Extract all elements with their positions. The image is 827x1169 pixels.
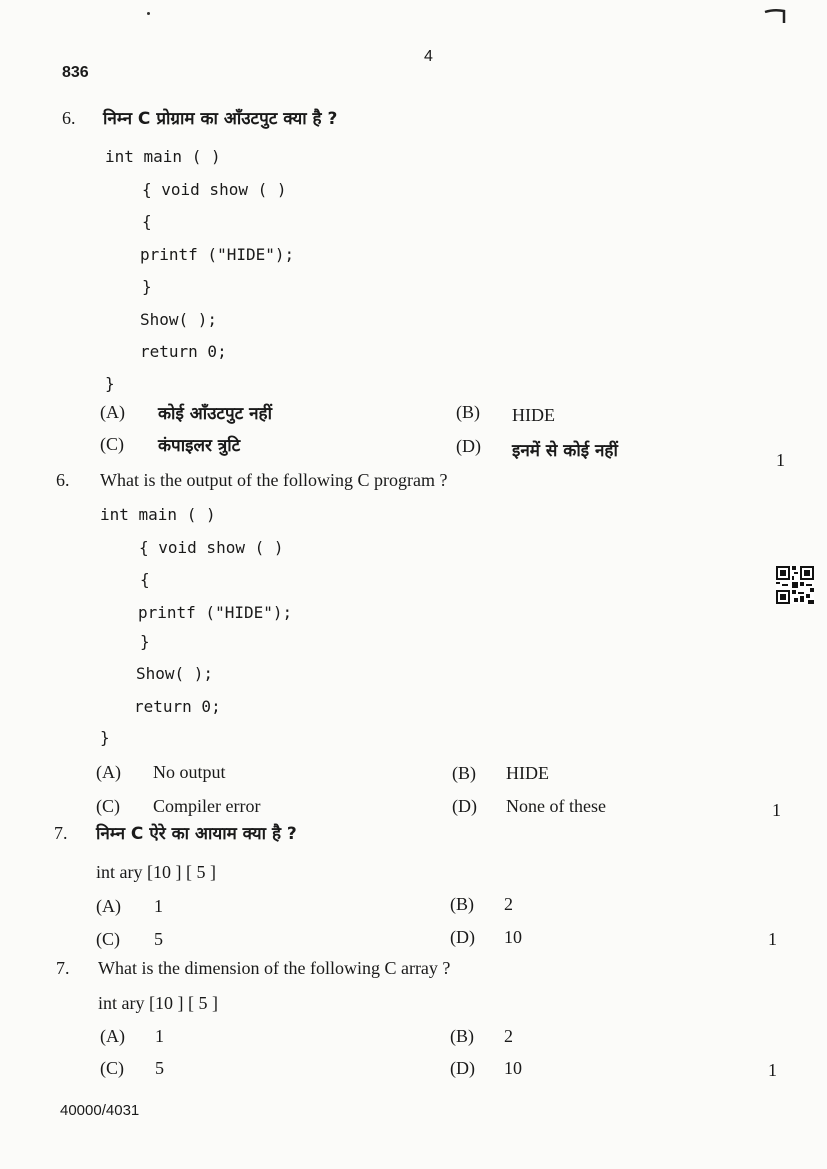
option-text: कोई आँउटपुट नहीं [158,404,272,424]
code-line: int ary [10 ] [ 5 ] [96,862,216,882]
option-text: 10 [504,927,522,947]
option-text: 1 [154,896,163,916]
marks: 1 [768,1060,777,1080]
code-line: { [142,212,152,231]
option-label: (D) [456,436,481,456]
option-label: (A) [100,402,125,422]
code-line: printf ("HIDE"); [138,603,293,622]
option-text: 5 [154,929,163,949]
question-number: 7. [54,823,68,843]
page-number: 4 [424,48,433,65]
code-line: int main ( ) [100,505,216,524]
option-label: (D) [450,927,475,947]
option-text: None of these [506,796,606,816]
option-label: (C) [96,929,120,949]
code-line: } [140,632,150,651]
marks: 1 [776,450,785,470]
option-text: 5 [155,1058,164,1078]
question-number: 6. [56,470,70,490]
corner-mark-icon [764,8,786,24]
option-text: इनमें से कोई नहीं [512,441,618,461]
option-text: 10 [504,1058,522,1078]
question-number: 6. [62,108,76,128]
paper-code: 836 [62,64,89,81]
question-text: What is the output of the following C program ? [100,470,448,490]
speck [147,12,150,15]
code-line: return 0; [140,342,227,361]
qr-code-icon [776,566,814,604]
option-text: 2 [504,1026,513,1046]
option-label: (A) [100,1026,125,1046]
option-text: 2 [504,894,513,914]
option-text: Compiler error [153,796,261,816]
question-text: निम्न C ऐरे का आयाम क्या है ? [96,824,297,844]
option-text: HIDE [512,405,555,425]
option-label: (B) [450,1026,474,1046]
option-label: (D) [450,1058,475,1078]
code-line: int ary [10 ] [ 5 ] [98,993,218,1013]
footer-code: 40000/4031 [60,1102,140,1119]
option-label: (A) [96,896,121,916]
option-label: (C) [100,434,124,454]
code-line: } [100,728,110,747]
option-label: (B) [450,894,474,914]
code-line: { void show ( ) [142,180,287,199]
option-label: (A) [96,762,121,782]
question-text: What is the dimension of the following C array ? [98,958,451,978]
marks: 1 [768,929,777,949]
code-line: int main ( ) [105,147,221,166]
marks: 1 [772,800,781,820]
code-line: } [105,374,115,393]
code-line: Show( ); [136,664,214,683]
code-line: return 0; [134,697,221,716]
option-text: 1 [155,1026,164,1046]
question-text: निम्न C प्रोग्राम का आँउटपुट क्या है ? [103,109,338,129]
code-line: { [140,570,150,589]
option-label: (C) [100,1058,124,1078]
option-label: (C) [96,796,120,816]
option-label: (B) [456,402,480,422]
option-text: कंपाइलर त्रुटि [158,436,241,456]
code-line: { void show ( ) [139,538,284,557]
option-label: (D) [452,796,477,816]
code-line: printf ("HIDE"); [140,245,295,264]
option-text: HIDE [506,763,549,783]
code-line: } [142,277,152,296]
option-label: (B) [452,763,476,783]
code-line: Show( ); [140,310,218,329]
question-number: 7. [56,958,70,978]
option-text: No output [153,762,226,782]
